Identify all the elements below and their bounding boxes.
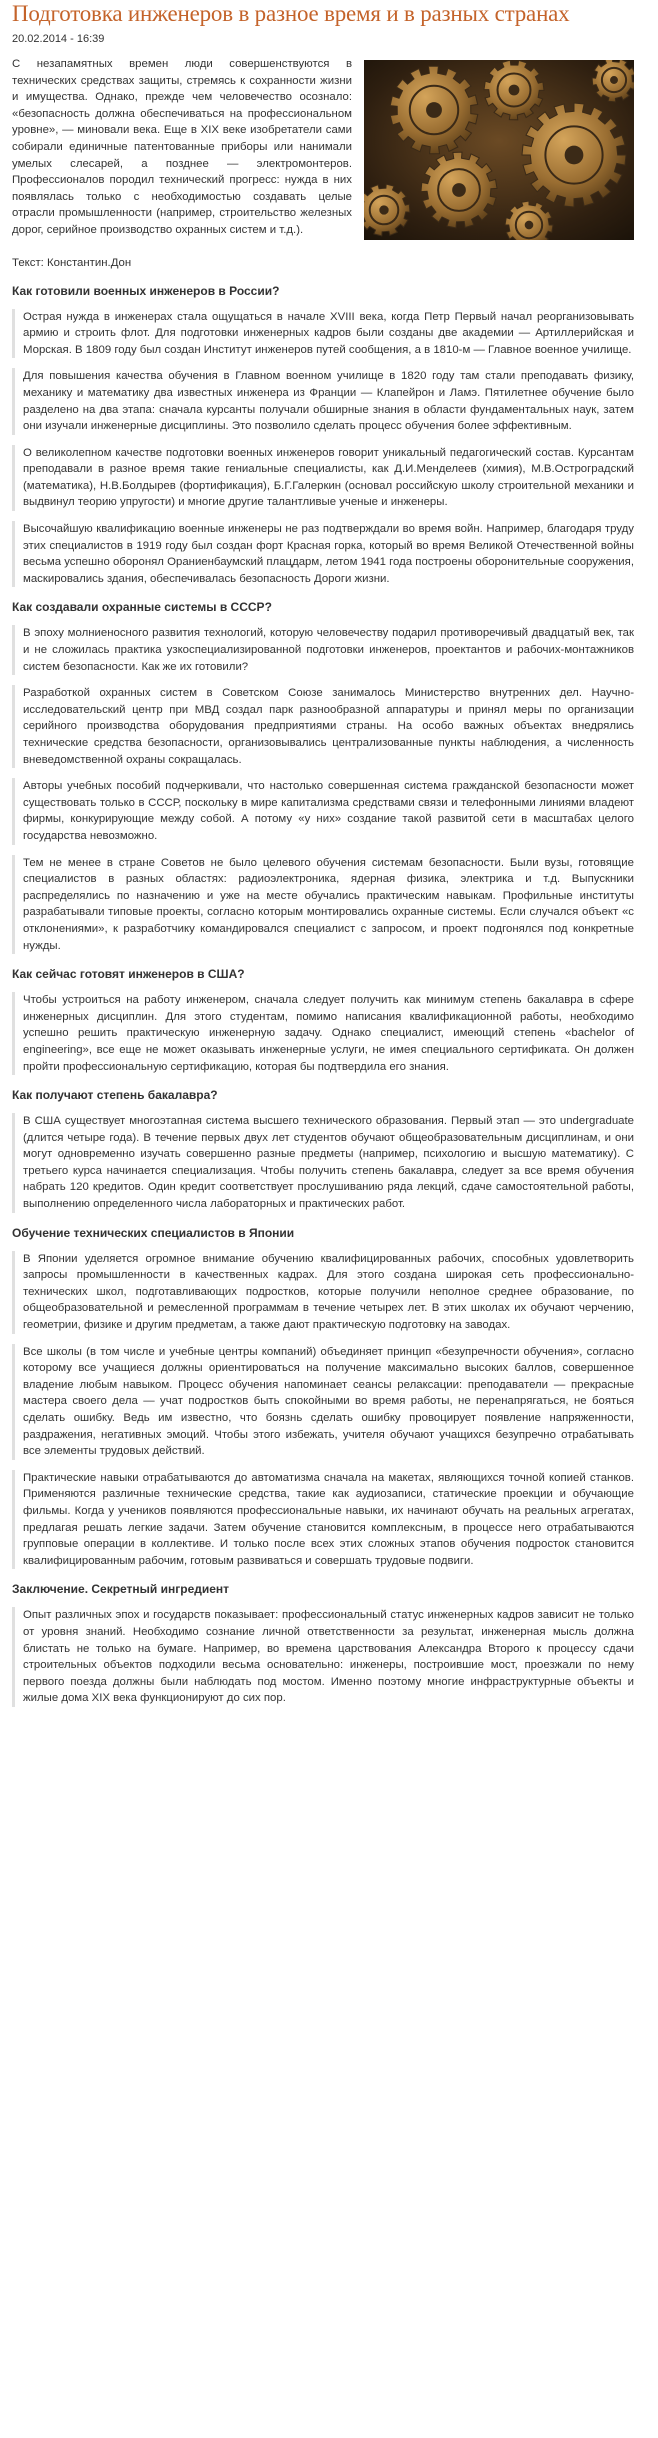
article-credit: Текст: Константин.Дон bbox=[12, 256, 132, 269]
section-paragraph: Высочайшую квалификацию военные инженеры не раз подтверждали во время войн. Например, благодаря труду этих специалистов в 1919 году был создан форт Красная горка, который во время Великой Отечественной войны весьма успешно оборонял Ораниенбаумский плацдарм, летом 1941 года построены оборонительные сооружения, маскировались здания, обеспечивалась безопасность Дороги жизни. bbox=[23, 523, 634, 585]
section-paragraph: Чтобы устроиться на работу инженером, сначала следует получить как минимум степень бакалавра в сфере инженерных дисциплин. Для этого студентам, помимо написания квалификационной работы, необходимо успешно решить практическую инженерную задачу. Однако специалист, имеющий степень «bachelor of engineering», все еще не может оказывать инженерные услуги, не имея специального сертификата. Он должен пройти профессиональную сертификацию, которая бы подтвердила его знания. bbox=[23, 994, 634, 1073]
quote-block bbox=[12, 778, 634, 844]
quote-block bbox=[12, 1470, 634, 1570]
section-paragraph: В Японии уделяется огромное внимание обучению квалифицированных рабочих, способных удовлетворить запросы промышленности в качественных кадрах. Для этого создана широкая сеть профессионально-технических школ, подготавливающих подростков, которые получили неполное среднее образование, по общеобразовательной и ремесленной программам в течение четырех лет. В этих школах их обучают черчению, геометрии, физике и другим предметам, а также дают практическую подготовку на заводах. bbox=[23, 1252, 634, 1332]
section-paragraph: О великолепном качестве подготовки военных инженеров говорит уникальный педагогический состав. Курсантам преподавали в разное время такие гениальные специалисты, как Д.И.Менделеев (химия), М.В.Остроградский (математика), Н.В.Болдырев (фортификация), Б.Г.Галеркин (основал российскую школу строительной механики и выдвинул теорию упругости) и многие другие талантливые ученые и инженеры. bbox=[23, 446, 634, 509]
article-title: Подготовка инженеров в разное время и в разных странах bbox=[12, 1, 570, 26]
quote-block bbox=[12, 309, 634, 359]
section-paragraph: В эпоху молниеносного развития технологий, которую человечеству подарил противоречивый двадцатый век, так и не сложилась практика узкоспециализированной подготовки инженеров, проектантов и рабочих-монтажников систем безопасности. Как же их готовили? bbox=[23, 627, 634, 673]
intro-paragraph: С незапамятных времен люди совершенствуются в технических средствах защиты, стремясь к сохранности жизни и имущества. Однако, прежде чем человечество осознало: «безопасность должна обеспечиваться на профессиональном уровне», — миновали века. Еще в XIX веке изобретатели сами собирали единичные патентованные приборы или нанимали умелых слесарей, а позднее — электромонтеров. Профессионалов породил технический прогресс: нужда в них появлялась только с необходимостью создавать целые отрасли промышленности (например, строительство железных дорог, серийное производство охранных систем и т.д.). bbox=[12, 58, 352, 236]
section-paragraph: Острая нужда в инженерах стала ощущаться в начале XVIII века, когда Петр Первый начал реорганизовывать армию и строить флот. Для подготовки инженерных кадров были созданы две академии — Артиллерийская и Морская. В 1809 году был создан Институт инженеров путей сообщения, а в 1810-м — Главное военное училище. bbox=[23, 310, 634, 356]
gears-image bbox=[364, 60, 634, 240]
section-paragraph: Опыт различных эпох и государств показывает: профессиональный статус инженерных кадров зависит не только от уровня знаний. Необходимо сознание личной ответственности за результат, инженерная мысль должна блистать не только на бумаге. Например, во времена царствования Александра Второго к процессу сдачи строительных объектов подходили весьма основательно: инженеры, построившие мост, проезжали по нему первого поезда должны были наблюдать под мостом. Именно поэтому многие инфраструктурные объекты и жилые дома XIX века функционируют до сих пор. bbox=[23, 1609, 634, 1705]
quote-block bbox=[12, 685, 634, 768]
quote-block bbox=[12, 445, 634, 511]
section-heading: Как создавали охранные системы в СССР? bbox=[12, 600, 272, 615]
section-paragraph: Авторы учебных пособий подчеркивали, что настолько совершенная система гражданской безопасности может существовать только в СССР, поскольку в мире капитализма средствами связи и телефонными линиями владеют фирмы, конкурирующие между собой. А потому «у них» создание такой развитой сети в масштабах целого государства невозможно. bbox=[23, 780, 634, 842]
quote-block bbox=[12, 1607, 634, 1707]
section-paragraph: Для повышения качества обучения в Главном военном училище в 1820 году там стали преподавать физику, механику и математику два известных инженера из Франции — Клапейрон и Ламэ. Пятилетнее обучение было разделено на два этапа: сначала курсанты получали обширные знания в области фундаментальных наук, затем они изучали инженерные дисциплины. Это позволило сделать процесс обучения более эффективным. bbox=[23, 370, 634, 433]
quote-block bbox=[12, 1251, 634, 1334]
section-paragraph: Разработкой охранных систем в Советском Союзе занималось Министерство внутренних дел. Научно-исследовательский центр при МВД создал парк разнообразной аппаратуры и принял меры по организации серийного производства оборудования предприятиями страны. На особо важных объектах внедрялись технические средства безопасности, организовывались централизованные пункты наблюдения, а численность вневедомственной охраны сокращалась. bbox=[23, 687, 634, 766]
article-sections bbox=[12, 283, 634, 1707]
article-date: 20.02.2014 - 16:39 bbox=[12, 33, 105, 45]
section-heading: Как готовили военных инженеров в России? bbox=[12, 283, 280, 298]
section-heading: Как получают степень бакалавра? bbox=[12, 1088, 218, 1103]
quote-block bbox=[12, 1344, 634, 1460]
gear-shape bbox=[522, 103, 626, 207]
quote-block bbox=[12, 625, 634, 675]
section-heading: Обучение технических специалистов в Японии bbox=[12, 1225, 295, 1240]
quote-block bbox=[12, 1113, 634, 1213]
gears-picture bbox=[364, 60, 634, 240]
section-heading: Заключение. Секретный ингредиент bbox=[12, 1582, 230, 1597]
section-paragraph: Все школы (в том числе и учебные центры компаний) объединяет принцип «безупречности обучения», согласно которому все учащиеся должны ориентироваться на получение максимально высоких баллов, совершенное владение любым навыком. Процесс обучения напоминает сеансы релаксации: преподаватели — прекрасные мастера своего дела — учат подростков быть спокойными во время работы, не перенапрягаться, не бояться сделать ошибку. Ведь им известно, что боязнь сделать ошибку провоцирует появление напряженности, раздражения, негативных эмоций. Чтобы этого избежать, учителя обучают учащихся безупречно отрабатывать все элементы трудовых действий. bbox=[23, 1345, 634, 1458]
quote-block bbox=[12, 368, 634, 434]
quote-block bbox=[12, 992, 634, 1075]
article-intro bbox=[12, 56, 634, 239]
section-paragraph: В США существует многоэтапная система высшего технического образования. Первый этап — это undergraduate (длится четыре года). В течение первых двух лет студентов обучают общеобразовательным дисциплинам, и они могут одновременно изучать совершенно разные предметы (например, психологию и высшую математику). С третьего курса начинается специализация. Чтобы получить степень бакалавра, следует за все время обучения набрать 120 кредитов. Один кредит соответствует прослушиванию ряда лекций, сдаче самостоятельной работы, выполнению определенного числа лабораторных и практических работ. bbox=[23, 1115, 634, 1211]
section-paragraph: Практические навыки отрабатываются до автоматизма сначала на макетах, являющихся точной копией станков. Применяются различные технические средства, такие как аудиозаписи, статические проекции и обучающие фильмы. Когда у учеников появляются профессиональные навыки, их начинают обучать на реальных агрегатах, предлагая решать легкие задачи. Затем обучение становится комплексным, в процессе него отрабатываются групповые операции в коллективе. И только после всех этих сложных этапов обучения подросток становится квалифицированным рабочим, готовым развиваться и совершать трудовые подвиги. bbox=[23, 1471, 634, 1567]
quote-block bbox=[12, 521, 634, 587]
section-heading: Как сейчас готовят инженеров в США? bbox=[12, 967, 245, 982]
quote-block bbox=[12, 855, 634, 955]
section-paragraph: Тем не менее в стране Советов не было целевого обучения системам безопасности. Были вузы, готовящие специалистов в разных областях: радиоэлектроника, ядерная физика, электрика и т.д. Выпускники распределялись по назначению и уже на месте обучались практическим навыкам. Профильные институты разрабатывали типовые проекты, согласно которым монтировались охранные системы. Если случался объект «с отклонениями», к разработчику командировался специалист с запросом, и проект подгонялся под конкретные нужды. bbox=[23, 856, 634, 952]
